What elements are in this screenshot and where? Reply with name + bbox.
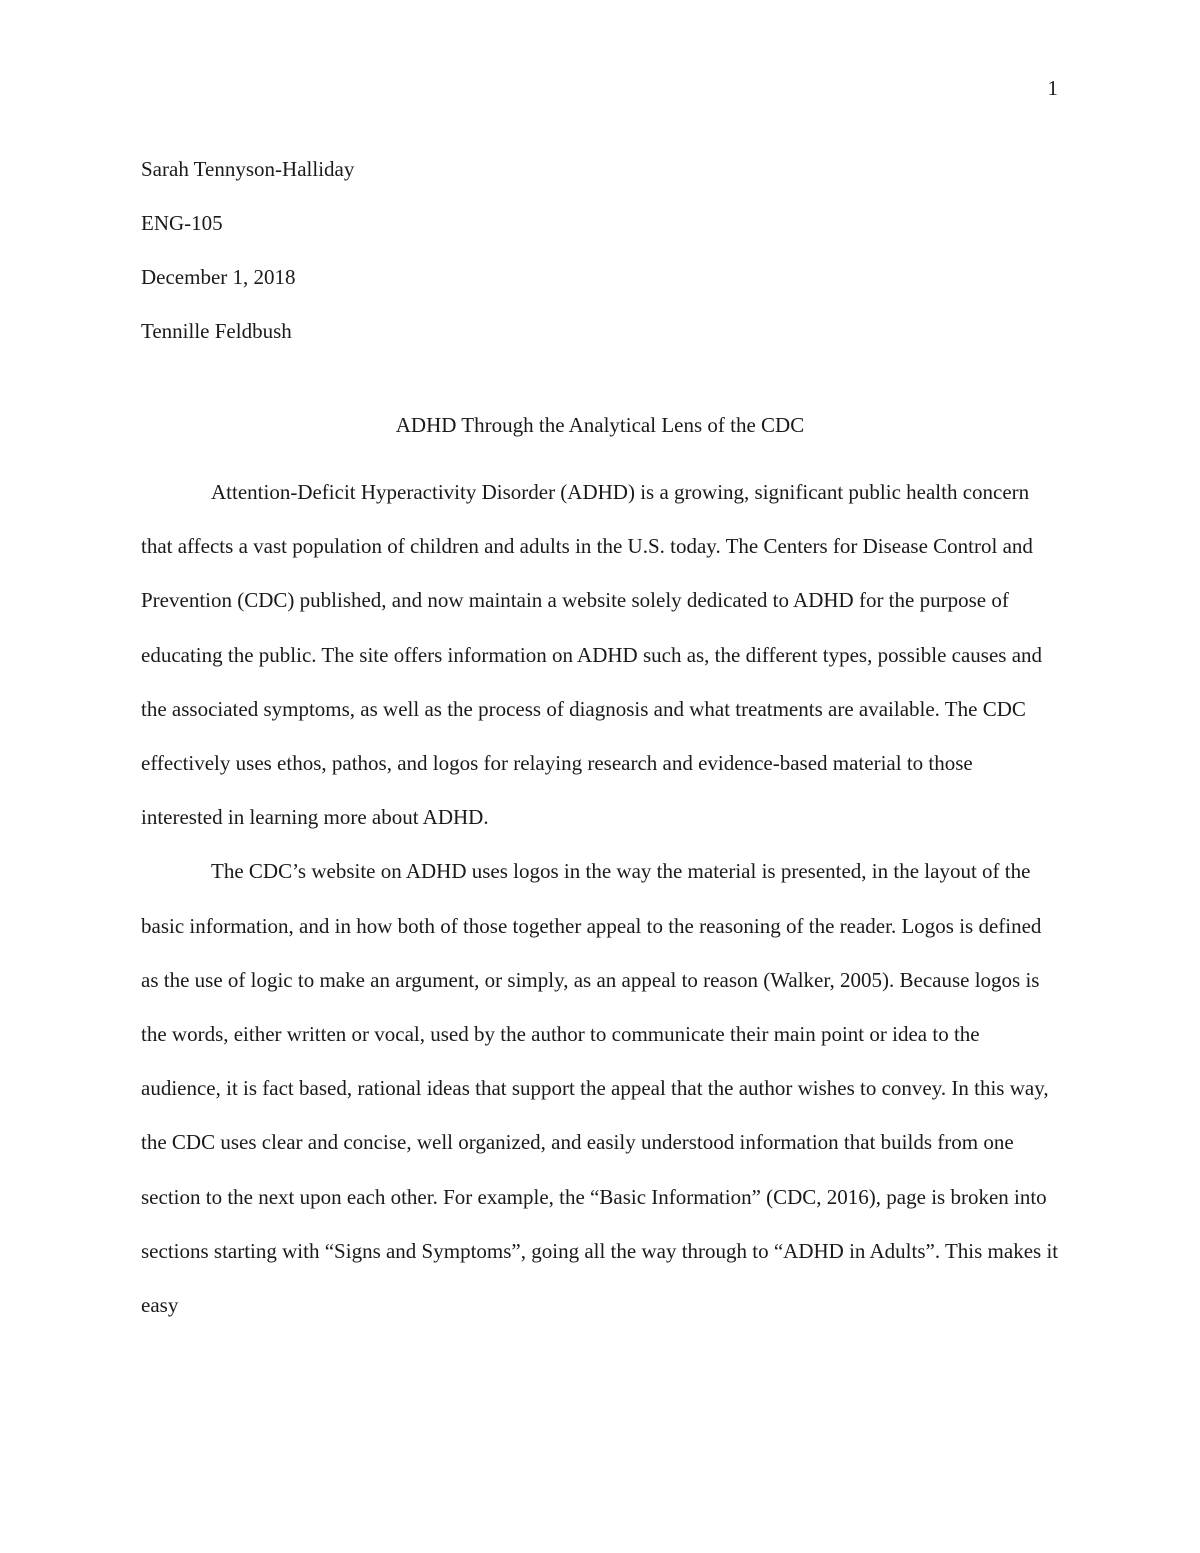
- body-paragraph: Attention-Deficit Hyperactivity Disorder (ADHD) is a growing, significant public health concern that affects a vast population of children and adults in the U.S. today. The Centers for Disease Control and Prevention (CDC) published, and now maintain a website solely dedicated to ADHD for the purpose of educating the public. The site offers information on ADHD such as, the different types, possible causes and the associated symptoms, as well as the process of diagnosis and what treatments are available. The CDC effectively uses ethos, pathos, and logos for relaying research and evidence-based material to those interested in learning more about ADHD.: [141, 480, 1043, 830]
- submission-date: December 1, 2018: [141, 265, 296, 289]
- author-name: Sarah Tennyson-Halliday: [141, 157, 355, 181]
- instructor-name: Tennille Feldbush: [141, 319, 292, 343]
- student-heading: [141, 142, 1059, 358]
- body-paragraph: The CDC’s website on ADHD uses logos in the way the material is presented, in the layout of the basic information, and in how both of those together appeal to the reasoning of the reader. Logos is defined as the use of logic to make an argument, or simply, as an appeal to reason (Walker, 2005). Because logos is the words, either written or vocal, used by the author to communicate their main point or idea to the audience, it is fact based, rational ideas that support the appeal that the author wishes to convey. In this way, the CDC uses clear and concise, well organized, and easily understood information that builds from one section to the next upon each other. For example, the “Basic Information” (CDC, 2016), page is broken into sections starting with “Signs and Symptoms”, going all the way through to “ADHD in Adults”. This makes it easy: [141, 859, 1059, 1318]
- paper-title: ADHD Through the Analytical Lens of the CDC: [395, 413, 805, 437]
- paper-body: [141, 465, 1059, 1332]
- course-code: ENG-105: [141, 211, 223, 235]
- page-number: 1: [1047, 76, 1058, 100]
